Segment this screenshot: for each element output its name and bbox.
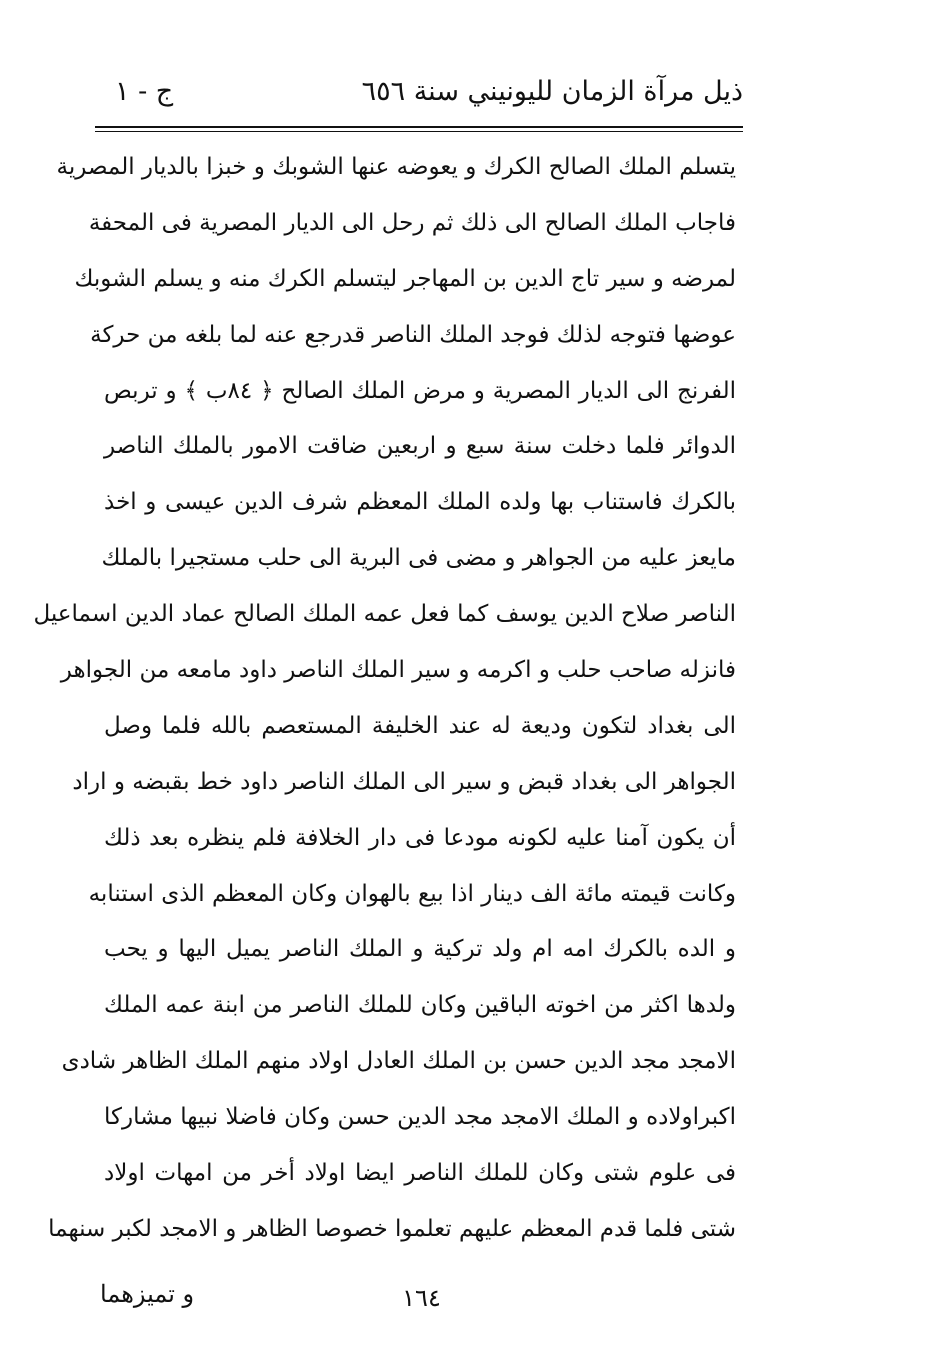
text-line: ولدها اكثر من اخوته الباقين وكان للملك الناصر من ابنة عمه الملك [104, 992, 736, 1019]
text-line: و الده بالكرك امه ام ولد تركية و الملك الناصر يميل اليها و يحب [104, 936, 736, 963]
text-line: الفرنج الى الديار المصرية و مرض الملك الصالح ﴿ ٨٤ب ﴾ و تربص [104, 377, 736, 404]
text-line: يتسلم الملك الصالح الكرك و يعوضه عنها الشوبك و خبزا بالديار المصرية [56, 154, 736, 180]
page-header [95, 72, 743, 122]
text-line: الجواهر الى بغداد قبض و سير الى الملك الناصر داود خط بقبضه و اراد [72, 768, 736, 795]
text-line: فانزله صاحب حلب و اكرمه و سير الملك الناصر داود مامعه من الجواهر [60, 657, 736, 684]
text-line: عوضها فتوجه لذلك فوجد الملك الناصر قدرجع عنه لما بلغه من حركة [90, 321, 736, 348]
text-line: بالكرك فاستناب بها ولده الملك المعظم شرف الدين عيسى و اخذ [104, 489, 736, 516]
text-line: الدوائر فلما دخلت سنة سبع و اربعين ضاقت الامور بالملك الناصر [104, 433, 736, 460]
text-line: أن يكون آمنا عليه لكونه مودعا فى دار الخلافة فلم ينظره بعد ذلك [104, 824, 736, 851]
text-line: اكبراولاده و الملك الامجد مجد الدين حسن وكان فاضلا نبيها مشاركا [104, 1104, 736, 1131]
catchword: و تميزهما [100, 1280, 195, 1308]
text-line: الامجد مجد الدين حسن بن الملك العادل اولاد منهم الملك الظاهر شادى [61, 1048, 736, 1075]
text-line: لمرضه و سير تاج الدين بن المهاجر ليتسلم الكرك منه و يسلم الشوبك [74, 265, 736, 292]
text-line: مايعز عليه من الجواهر و مضى فى البرية الى حلب مستجيرا بالملك [101, 545, 736, 572]
page-number: ١٦٤ [402, 1284, 441, 1312]
header-rule [95, 126, 743, 132]
body-text [33, 140, 736, 1258]
running-title: ذيل مرآة الزمان لليونيني سنة ٦٥٦ [361, 76, 743, 107]
text-line: الى بغداد لتكون وديعة له عند الخليفة المستعصم بالله فلما وصل [104, 712, 736, 739]
text-line: الناصر صلاح الدين يوسف كما فعل عمه الملك الصالح عماد الدين اسماعيل [33, 601, 736, 628]
page-footer [100, 1272, 743, 1322]
text-line: وكانت قيمته مائة الف دينار اذا بيع بالهوان وكان المعظم الذى استنابه [88, 880, 736, 907]
text-line: فاجاب الملك الصالح الى ذلك ثم رحل الى الديار المصرية فى المحفة [88, 209, 736, 236]
text-line: فى علوم شتى وكان للملك الناصر ايضا اولاد أخر من امهات اولاد [104, 1160, 736, 1187]
text-line: شتى فلما قدم المعظم عليهم تعلموا خصوصا الظاهر و الامجد لكبر سنهما [48, 1215, 736, 1242]
volume-number: ج - ١ [115, 76, 174, 107]
